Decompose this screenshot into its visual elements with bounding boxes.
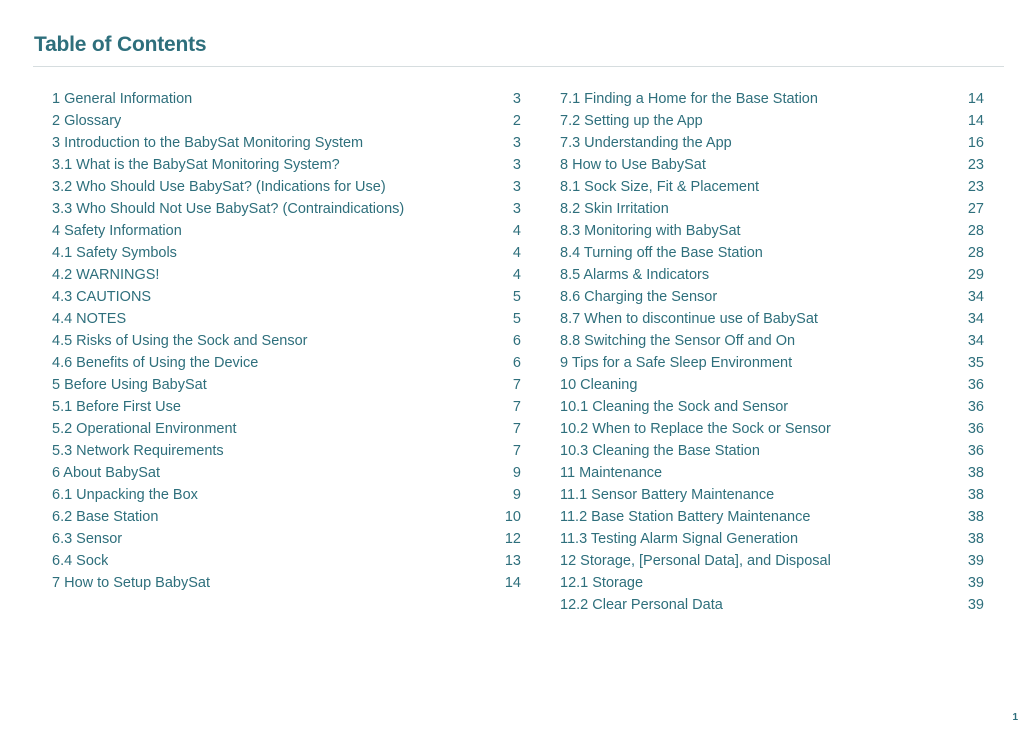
toc-entry-title: 6.1 Unpacking the Box — [52, 487, 198, 503]
toc-entry-title: 9 Tips for a Safe Sleep Environment — [560, 355, 793, 371]
toc-entry-page: 39 — [967, 597, 984, 613]
toc-entry-page: 27 — [967, 201, 984, 217]
toc-entry[interactable] — [560, 528, 984, 550]
toc-entry[interactable] — [52, 528, 521, 550]
toc-entry[interactable] — [52, 198, 521, 220]
toc-entry-page: 38 — [967, 465, 984, 481]
toc-entry[interactable] — [560, 286, 984, 308]
toc-entry-page: 14 — [504, 575, 521, 591]
toc-entry[interactable] — [560, 550, 984, 572]
toc-entry[interactable] — [52, 220, 521, 242]
toc-entry-page: 29 — [967, 267, 984, 283]
toc-entry[interactable] — [52, 352, 521, 374]
toc-entry-title: 3 Introduction to the BabySat Monitoring System — [52, 135, 364, 151]
toc-entry-page: 4 — [512, 245, 521, 261]
toc-entry-title: 4.5 Risks of Using the Sock and Sensor — [52, 333, 308, 349]
toc-entry-title: 7 How to Setup BabySat — [52, 575, 210, 591]
toc-entry[interactable] — [52, 330, 521, 352]
toc-entry[interactable] — [560, 594, 984, 616]
toc-entry[interactable] — [52, 154, 521, 176]
title-divider — [33, 66, 1004, 67]
toc-entry-title: 5.3 Network Requirements — [52, 443, 224, 459]
toc-entry-page: 34 — [967, 333, 984, 349]
toc-entry-page: 7 — [512, 421, 521, 437]
toc-entry-page: 3 — [512, 201, 521, 217]
toc-entry-page: 3 — [512, 91, 521, 107]
toc-entry[interactable] — [52, 418, 521, 440]
toc-entry[interactable] — [52, 374, 521, 396]
toc-entry[interactable] — [560, 242, 984, 264]
toc-entry-page: 7 — [512, 377, 521, 393]
toc-entry[interactable] — [560, 396, 984, 418]
toc-entry-title: 4.6 Benefits of Using the Device — [52, 355, 259, 371]
toc-entry[interactable] — [560, 308, 984, 330]
toc-entry-title: 10.3 Cleaning the Base Station — [560, 443, 760, 459]
toc-entry-title: 4.2 WARNINGS! — [52, 267, 160, 283]
toc-entry-title: 3.1 What is the BabySat Monitoring System? — [52, 157, 340, 173]
toc-entry-page: 38 — [967, 487, 984, 503]
toc-entry-title: 12.1 Storage — [560, 575, 644, 591]
toc-entry-page: 36 — [967, 377, 984, 393]
toc-entry[interactable] — [560, 572, 984, 594]
toc-entry-page: 5 — [512, 289, 521, 305]
toc-entry-title: 8.7 When to discontinue use of BabySat — [560, 311, 818, 327]
toc-entry-page: 9 — [512, 487, 521, 503]
toc-entry-page: 7 — [512, 443, 521, 459]
toc-entry[interactable] — [560, 220, 984, 242]
toc-entry-title: 2 Glossary — [52, 113, 122, 129]
toc-entry-title: 7.3 Understanding the App — [560, 135, 732, 151]
toc-entry[interactable] — [52, 462, 521, 484]
toc-entry-title: 6.2 Base Station — [52, 509, 159, 525]
toc-entry[interactable] — [560, 154, 984, 176]
page-number: 1 — [1012, 712, 1018, 723]
toc-entry-title: 8.6 Charging the Sensor — [560, 289, 718, 305]
toc-entry[interactable] — [52, 176, 521, 198]
toc-entry-page: 3 — [512, 135, 521, 151]
toc-entry[interactable] — [560, 198, 984, 220]
toc-entry-title: 5.1 Before First Use — [52, 399, 181, 415]
toc-entry[interactable] — [52, 132, 521, 154]
toc-entry-page: 36 — [967, 421, 984, 437]
toc-entry-page: 36 — [967, 399, 984, 415]
toc-entry-page: 23 — [967, 157, 984, 173]
toc-entry-title: 11 Maintenance — [560, 465, 663, 481]
toc-entry[interactable] — [52, 440, 521, 462]
toc-entry[interactable] — [560, 352, 984, 374]
toc-entry-title: 3.3 Who Should Not Use BabySat? (Contraindications) — [52, 201, 405, 217]
toc-entry-page: 12 — [504, 531, 521, 547]
toc-entry-page: 3 — [512, 157, 521, 173]
toc-entry[interactable] — [560, 176, 984, 198]
toc-entry[interactable] — [560, 132, 984, 154]
toc-entry-page: 34 — [967, 289, 984, 305]
toc-right-column — [560, 88, 984, 616]
toc-entry-title: 10 Cleaning — [560, 377, 638, 393]
toc-entry[interactable] — [52, 88, 521, 110]
toc-entry[interactable] — [52, 308, 521, 330]
toc-entry-title: 11.2 Base Station Battery Maintenance — [560, 509, 811, 525]
toc-entry-title: 6.3 Sensor — [52, 531, 123, 547]
toc-entry[interactable] — [52, 242, 521, 264]
toc-entry-page: 3 — [512, 179, 521, 195]
toc-entry-page: 38 — [967, 509, 984, 525]
toc-entry[interactable] — [560, 88, 984, 110]
toc-entry[interactable] — [52, 110, 521, 132]
toc-entry-page: 5 — [512, 311, 521, 327]
toc-entry-page: 28 — [967, 223, 984, 239]
toc-entry[interactable] — [560, 484, 984, 506]
toc-entry-page: 7 — [512, 399, 521, 415]
toc-entry-title: 7.1 Finding a Home for the Base Station — [560, 91, 818, 107]
toc-entry[interactable] — [52, 506, 521, 528]
toc-entry[interactable] — [560, 330, 984, 352]
toc-entry-title: 8.4 Turning off the Base Station — [560, 245, 763, 261]
toc-entry[interactable] — [560, 506, 984, 528]
toc-entry-title: 11.1 Sensor Battery Maintenance — [560, 487, 775, 503]
toc-entry-page: 34 — [967, 311, 984, 327]
toc-entry[interactable] — [560, 462, 984, 484]
toc-entry-page: 35 — [967, 355, 984, 371]
toc-entry-page: 2 — [512, 113, 521, 129]
toc-entry-title: 6 About BabySat — [52, 465, 161, 481]
toc-entry-page: 23 — [967, 179, 984, 195]
toc-entry-title: 5 Before Using BabySat — [52, 377, 207, 393]
toc-entry-title: 1 General Information — [52, 91, 193, 107]
toc-entry-page: 14 — [967, 91, 984, 107]
toc-entry-title: 7.2 Setting up the App — [560, 113, 703, 129]
toc-entry-page: 14 — [967, 113, 984, 129]
toc-entry-page: 39 — [967, 553, 984, 569]
toc-entry-title: 12.2 Clear Personal Data — [560, 597, 723, 613]
toc-entry-title: 4 Safety Information — [52, 223, 182, 239]
toc-entry-title: 8.8 Switching the Sensor Off and On — [560, 333, 796, 349]
toc-entry[interactable] — [52, 550, 521, 572]
toc-entry-title: 5.2 Operational Environment — [52, 421, 237, 437]
toc-entry-page: 10 — [504, 509, 521, 525]
toc-entry-page: 28 — [967, 245, 984, 261]
toc-entry-title: 10.1 Cleaning the Sock and Sensor — [560, 399, 789, 415]
toc-left-column — [52, 88, 521, 594]
toc-entry[interactable] — [52, 396, 521, 418]
toc-entry-page: 36 — [967, 443, 984, 459]
page-title: Table of Contents — [34, 33, 207, 56]
toc-entry[interactable] — [560, 264, 984, 286]
toc-entry[interactable] — [52, 484, 521, 506]
toc-entry-title: 4.4 NOTES — [52, 311, 127, 327]
toc-entry-page: 38 — [967, 531, 984, 547]
toc-entry[interactable] — [52, 264, 521, 286]
toc-entry-title: 8 How to Use BabySat — [560, 157, 706, 173]
toc-entry-title: 8.1 Sock Size, Fit & Placement — [560, 179, 760, 195]
toc-entry-title: 4.1 Safety Symbols — [52, 245, 177, 261]
toc-entry-title: 10.2 When to Replace the Sock or Sensor — [560, 421, 831, 437]
toc-entry-page: 4 — [512, 267, 521, 283]
toc-entry-page: 39 — [967, 575, 984, 591]
toc-entry-page: 6 — [512, 333, 521, 349]
toc-entry-page: 4 — [512, 223, 521, 239]
toc-entry-title: 6.4 Sock — [52, 553, 109, 569]
toc-entry-title: 8.5 Alarms & Indicators — [560, 267, 710, 283]
toc-entry[interactable] — [560, 374, 984, 396]
toc-entry[interactable] — [560, 110, 984, 132]
toc-entry-page: 9 — [512, 465, 521, 481]
toc-entry-page: 6 — [512, 355, 521, 371]
toc-entry-page: 13 — [504, 553, 521, 569]
toc-entry[interactable] — [52, 286, 521, 308]
toc-entry-title: 8.3 Monitoring with BabySat — [560, 223, 741, 239]
toc-entry-page: 16 — [967, 135, 984, 151]
toc-entry-title: 8.2 Skin Irritation — [560, 201, 669, 217]
toc-entry-title: 12 Storage, [Personal Data], and Disposal — [560, 553, 831, 569]
toc-entry-title: 4.3 CAUTIONS — [52, 289, 152, 305]
toc-entry[interactable] — [52, 572, 521, 594]
toc-entry-title: 3.2 Who Should Use BabySat? (Indications for Use) — [52, 179, 386, 195]
toc-entry-title: 11.3 Testing Alarm Signal Generation — [560, 531, 799, 547]
toc-entry[interactable] — [560, 440, 984, 462]
toc-entry[interactable] — [560, 418, 984, 440]
